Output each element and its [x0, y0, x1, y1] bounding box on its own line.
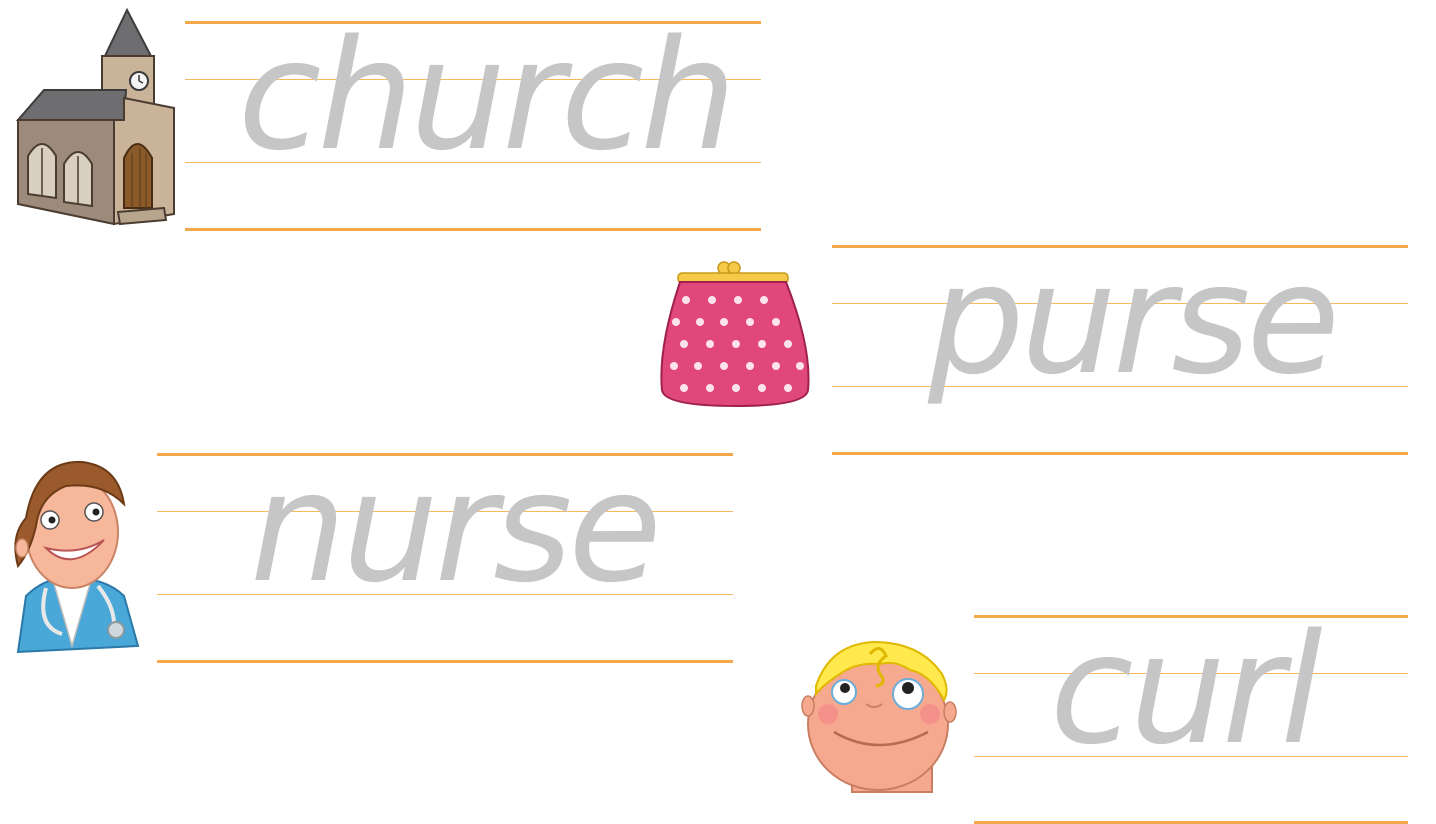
- trace-word-nurse: nurse: [250, 439, 658, 616]
- church-icon: [14, 8, 180, 230]
- trace-word-church: church: [238, 7, 733, 184]
- trace-word-purse: purse: [928, 231, 1337, 408]
- purse-icon: [656, 258, 816, 410]
- trace-word-curl: curl: [1050, 601, 1319, 778]
- curly-haired-child-icon: [800, 634, 960, 794]
- nurse-icon: [6, 456, 146, 656]
